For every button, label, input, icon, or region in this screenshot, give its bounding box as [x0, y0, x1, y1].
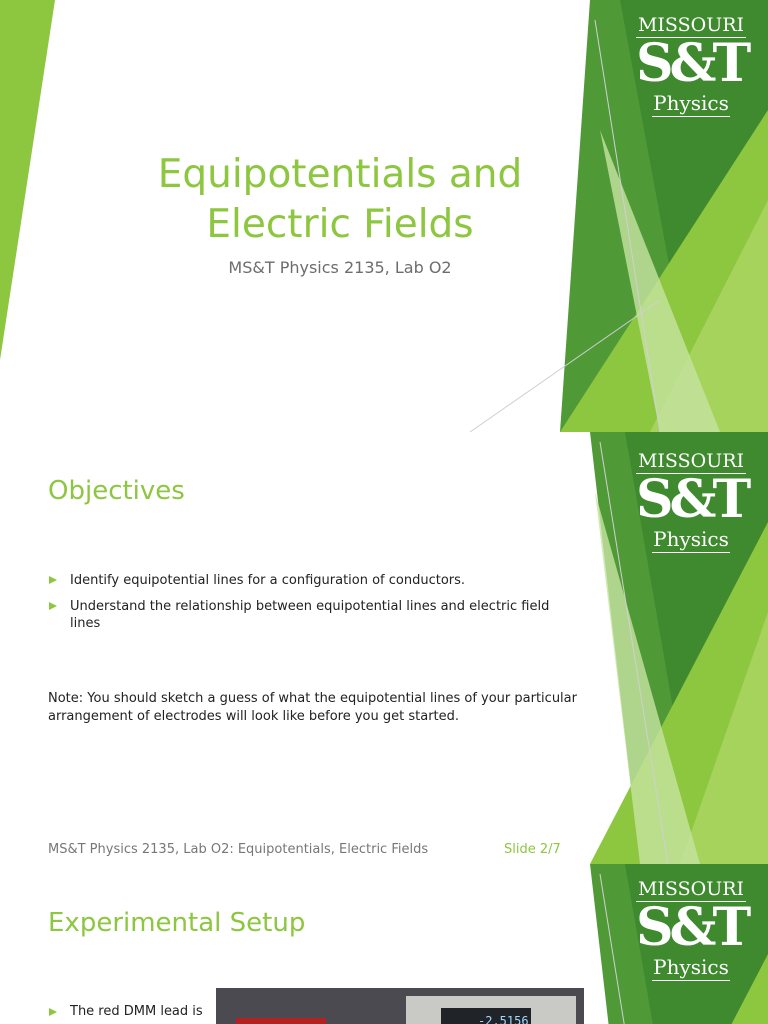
multimeter-photo	[216, 988, 584, 1024]
bullet-text: Identify equipotential lines for a configuration of conductors.	[70, 573, 466, 588]
slide-title: Equipotentials and Electric Fields	[157, 152, 523, 247]
slide-heading: Experimental Setup	[48, 908, 306, 938]
triangle-bullet-icon	[49, 1008, 57, 1016]
multimeter-illustration	[216, 988, 584, 1024]
logo-missouri: MISSOURI	[637, 450, 745, 472]
triangle-bullet-icon	[49, 576, 57, 584]
missouri-st-physics-logo	[636, 450, 746, 553]
logo-physics: Physics	[653, 91, 729, 115]
objectives-slide	[0, 432, 768, 864]
note-text: Note: You should sketch a guess of what the equipotential lines of your particular arrangement of electrodes will look like before you get started.	[48, 691, 577, 724]
bullet-list	[48, 572, 578, 641]
triangle-bullet-icon	[49, 602, 57, 610]
experimental-setup-slide	[0, 864, 768, 1024]
slide-subtitle: MS&T Physics 2135, Lab O2	[228, 258, 452, 277]
logo-st: S&T	[636, 469, 748, 530]
missouri-st-physics-logo	[636, 14, 746, 117]
title-slide	[0, 0, 768, 432]
slide-number: Slide 2/7	[504, 842, 561, 857]
bullet-text: Understand the relationship between equipotential lines and electric field lines	[70, 599, 550, 631]
logo-missouri: MISSOURI	[637, 878, 745, 900]
logo-st: S&T	[636, 897, 748, 958]
slide-heading: Objectives	[48, 476, 185, 506]
missouri-st-physics-logo	[636, 878, 746, 981]
bullet-item	[48, 572, 578, 589]
logo-physics: Physics	[653, 955, 729, 979]
bullet-item	[48, 1004, 203, 1019]
logo-st: S&T	[636, 33, 748, 94]
bullet-item	[48, 598, 578, 632]
logo-physics: Physics	[653, 527, 729, 551]
bullet-text: The red DMM lead is	[70, 1004, 203, 1019]
dmm-readout: -2.5156	[478, 1014, 529, 1024]
logo-missouri: MISSOURI	[637, 14, 745, 36]
slide-footer: MS&T Physics 2135, Lab O2: Equipotentials, Electric Fields	[48, 842, 429, 857]
